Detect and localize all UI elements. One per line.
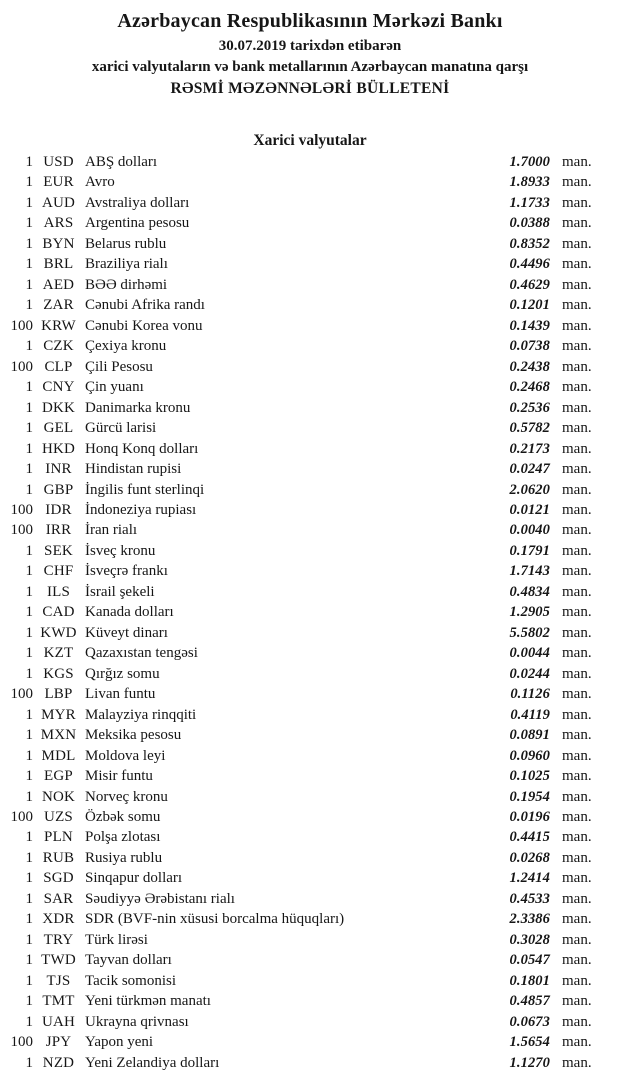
unit-label: man. [562, 420, 592, 437]
unit-label: man. [562, 706, 592, 723]
currency-name: SDR (BVF-nin xüsusi borcalma hüquqları) [85, 911, 345, 928]
table-row [0, 602, 620, 622]
currency-code: KWD [40, 624, 77, 641]
table-row [0, 295, 620, 315]
quantity: 1 [25, 583, 33, 600]
unit-label: man. [562, 154, 592, 170]
currency-name: Danimarka kronu [85, 399, 191, 416]
unit-label: man. [562, 338, 592, 355]
unit-label: man. [562, 604, 592, 621]
currency-code: IDR [45, 501, 72, 518]
quantity: 1 [25, 624, 33, 641]
currency-code: PLN [44, 829, 73, 846]
table-row [0, 418, 620, 438]
currency-code: AUD [41, 194, 76, 211]
currency-name: Livan funtu [85, 686, 156, 703]
currency-code: ZAR [43, 297, 74, 314]
table-row [0, 254, 620, 274]
rate-value: 0.0268 [509, 849, 550, 866]
table-row [0, 643, 620, 663]
rate-value: 0.4629 [509, 276, 550, 293]
currency-name: İsrail şekeli [85, 583, 155, 600]
unit-label: man. [562, 788, 592, 805]
currency-code: KZT [43, 645, 74, 662]
currency-code: ILS [46, 583, 71, 600]
rate-value: 2.3386 [509, 911, 550, 928]
rate-value: 0.2536 [509, 399, 550, 416]
currency-code: USD [43, 154, 74, 170]
rate-value: 0.4415 [509, 829, 550, 846]
table-row [0, 439, 620, 459]
table-row [0, 848, 620, 868]
currency-code: CZK [43, 338, 74, 355]
table-row [0, 541, 620, 561]
rate-value: 1.5654 [509, 1034, 550, 1051]
rate-value: 0.1801 [509, 972, 550, 989]
table-row [0, 336, 620, 356]
currency-code: LBP [44, 686, 73, 703]
unit-label: man. [562, 317, 592, 334]
rate-value: 0.0388 [509, 215, 550, 232]
rate-value: 0.1791 [509, 542, 550, 559]
unit-label: man. [562, 665, 592, 682]
currency-name: Norveç kronu [85, 788, 168, 805]
quantity: 1 [25, 788, 33, 805]
table-row [0, 950, 620, 970]
currency-code: XDR [42, 911, 75, 928]
currency-name: İsveç kronu [85, 542, 156, 559]
quantity: 1 [25, 747, 33, 764]
table-row [0, 480, 620, 500]
currency-name: Tayvan dolları [85, 952, 172, 969]
currency-name: Çin yuanı [85, 379, 144, 396]
unit-label: man. [562, 522, 592, 539]
currency-code: MYR [41, 706, 76, 723]
quantity: 1 [25, 665, 33, 682]
unit-label: man. [562, 931, 592, 948]
currency-name: Qazaxıstan tengəsi [85, 645, 198, 662]
currency-code: KGS [43, 665, 74, 682]
unit-label: man. [562, 358, 592, 375]
currency-code: JPY [45, 1034, 72, 1051]
currency-code: NOK [41, 788, 76, 805]
quantity: 1 [25, 952, 33, 969]
unit-label: man. [562, 911, 592, 928]
currency-code: TRY [43, 931, 74, 948]
unit-label: man. [562, 849, 592, 866]
table-row [0, 152, 620, 172]
rate-value: 0.0891 [509, 727, 550, 744]
unit-label: man. [562, 583, 592, 600]
currency-name: BƏƏ dirhəmi [85, 276, 168, 293]
table-row [0, 705, 620, 725]
rate-value: 0.4119 [510, 706, 550, 723]
unit-label: man. [562, 440, 592, 457]
rate-value: 1.2905 [509, 604, 550, 621]
table-row [0, 561, 620, 581]
table-row [0, 213, 620, 233]
quantity: 1 [25, 215, 33, 232]
currency-code: TWD [41, 952, 76, 969]
currency-code: UAH [41, 1013, 76, 1030]
table-row [0, 275, 620, 295]
table-row [0, 746, 620, 766]
rate-value: 0.2438 [509, 358, 550, 375]
unit-label: man. [562, 563, 592, 580]
currency-name: Meksika pesosu [85, 727, 182, 744]
currency-name: Çili Pesosu [85, 358, 153, 375]
table-row [0, 234, 620, 254]
unit-label: man. [562, 1034, 592, 1051]
currency-code: HKD [41, 440, 76, 457]
quantity: 100 [10, 522, 33, 539]
table-row [0, 991, 620, 1011]
currency-name: Rusiya rublu [85, 849, 163, 866]
currency-name: Malayziya rinqqiti [85, 706, 197, 723]
currency-code: KRW [41, 317, 76, 334]
quantity: 100 [10, 686, 33, 703]
unit-label: man. [562, 256, 592, 273]
currency-name: Avstraliya dolları [85, 194, 190, 211]
rate-value: 1.2414 [509, 870, 550, 887]
section-title-foreign-currencies: Xarici valyutalar [253, 132, 367, 149]
quantity: 1 [25, 338, 33, 355]
currency-code: NZD [42, 1054, 75, 1071]
currency-code: CLP [44, 358, 73, 375]
table-row [0, 582, 620, 602]
quantity: 100 [10, 501, 33, 518]
quantity: 1 [25, 768, 33, 785]
unit-label: man. [562, 399, 592, 416]
currency-name: Polşa zlotası [85, 829, 161, 846]
rate-value: 0.4533 [509, 890, 550, 907]
table-row [0, 664, 620, 684]
currency-code: CAD [42, 604, 75, 621]
unit-label: man. [562, 809, 592, 825]
bank-title: Azərbaycan Respublikasının Mərkəzi Bankı [117, 10, 503, 32]
rate-value: 0.0196 [509, 809, 550, 825]
table-row [0, 909, 620, 929]
currency-code: EUR [43, 174, 74, 191]
quantity: 100 [10, 358, 33, 375]
rates-table [0, 152, 620, 1073]
document-header [0, 0, 620, 99]
currency-name: Tacik somonisi [85, 972, 177, 989]
quantity: 1 [25, 890, 33, 907]
rate-value: 1.7000 [509, 154, 550, 170]
currency-name: Yapon yeni [85, 1034, 154, 1051]
currency-name: Sinqapur dolları [85, 870, 183, 887]
rate-value: 0.0960 [509, 747, 550, 764]
unit-label: man. [562, 174, 592, 191]
table-row [0, 1012, 620, 1032]
rate-value: 0.1439 [509, 317, 550, 334]
currency-name: Belarus rublu [85, 235, 167, 252]
currency-code: SAR [43, 890, 74, 907]
currency-name: Səudiyyə Ərəbistanı rialı [85, 890, 235, 907]
table-row [0, 398, 620, 418]
rate-value: 0.0040 [509, 522, 550, 539]
rate-value: 1.1270 [509, 1054, 550, 1071]
table-row [0, 787, 620, 807]
quantity: 1 [25, 461, 33, 478]
rate-value: 0.5782 [509, 420, 550, 437]
rate-value: 0.3028 [509, 931, 550, 948]
rate-value: 0.0121 [509, 501, 550, 518]
rate-value: 0.4834 [509, 583, 550, 600]
unit-label: man. [562, 645, 592, 662]
unit-label: man. [562, 215, 592, 232]
effective-date: 30.07.2019 tarixdən etibarən [218, 38, 402, 54]
currency-code: GBP [43, 481, 74, 498]
currency-code: RUB [42, 849, 75, 866]
currency-name: Argentina pesosu [85, 215, 190, 232]
unit-label: man. [562, 1054, 592, 1071]
currency-code: INR [45, 461, 72, 478]
currency-name: Qırğız somu [85, 665, 160, 682]
quantity: 1 [25, 481, 33, 498]
quantity: 1 [25, 870, 33, 887]
currency-code: SGD [43, 870, 74, 887]
currency-name: Hindistan rupisi [85, 461, 182, 478]
quantity: 1 [25, 174, 33, 191]
currency-code: SEK [44, 542, 73, 559]
currency-code: UZS [44, 809, 73, 825]
quantity: 1 [25, 276, 33, 293]
quantity: 1 [25, 993, 33, 1010]
document-subtitle: xarici valyutaların və bank metallarının Azərbaycan manatına qarşı [91, 59, 529, 75]
rate-value: 1.1733 [509, 194, 550, 211]
table-row [0, 500, 620, 520]
unit-label: man. [562, 952, 592, 969]
unit-label: man. [562, 829, 592, 846]
rate-value: 1.7143 [509, 563, 550, 580]
quantity: 1 [25, 706, 33, 723]
unit-label: man. [562, 870, 592, 887]
quantity: 1 [25, 379, 33, 396]
quantity: 1 [25, 972, 33, 989]
currency-code: TMT [42, 993, 75, 1010]
unit-label: man. [562, 379, 592, 396]
currency-code: TJS [46, 972, 71, 989]
quantity: 100 [10, 1034, 33, 1051]
rate-value: 0.1201 [509, 297, 550, 314]
quantity: 1 [25, 849, 33, 866]
unit-label: man. [562, 461, 592, 478]
quantity: 1 [25, 563, 33, 580]
currency-code: GEL [43, 420, 74, 437]
quantity: 1 [25, 297, 33, 314]
rate-value: 0.0247 [509, 461, 550, 478]
currency-name: Braziliya rialı [85, 256, 168, 273]
table-row [0, 725, 620, 745]
table-row [0, 868, 620, 888]
rate-value: 1.8933 [509, 174, 550, 191]
table-row [0, 889, 620, 909]
rate-value: 0.0044 [509, 645, 550, 662]
unit-label: man. [562, 727, 592, 744]
quantity: 1 [25, 829, 33, 846]
currency-code: CNY [42, 379, 75, 396]
table-row [0, 971, 620, 991]
currency-name: Yeni türkmən manatı [85, 993, 211, 1010]
quantity: 100 [10, 809, 33, 825]
currency-code: MXN [40, 727, 77, 744]
currency-name: Çexiya kronu [85, 338, 167, 355]
table-row [0, 357, 620, 377]
currency-name: İngilis funt sterlinqi [85, 481, 205, 498]
table-row [0, 807, 620, 827]
currency-code: ARS [43, 215, 74, 232]
rate-value: 0.8352 [509, 235, 550, 252]
unit-label: man. [562, 624, 592, 641]
currency-name: Honq Konq dolları [85, 440, 199, 457]
rate-value: 0.2173 [509, 440, 550, 457]
table-row [0, 520, 620, 540]
quantity: 1 [25, 235, 33, 252]
currency-name: ABŞ dolları [85, 154, 158, 170]
table-row [0, 827, 620, 847]
unit-label: man. [562, 276, 592, 293]
unit-label: man. [562, 194, 592, 211]
quantity: 1 [25, 542, 33, 559]
unit-label: man. [562, 747, 592, 764]
currency-code: BRL [43, 256, 74, 273]
table-row [0, 766, 620, 786]
quantity: 1 [25, 399, 33, 416]
unit-label: man. [562, 686, 592, 703]
currency-name: İsveçrə frankı [85, 563, 168, 580]
unit-label: man. [562, 1013, 592, 1030]
unit-label: man. [562, 501, 592, 518]
rate-value: 0.0244 [509, 665, 550, 682]
currency-name: Cənubi Korea vonu [85, 317, 203, 334]
quantity: 1 [25, 256, 33, 273]
currency-code: IRR [45, 522, 72, 539]
currency-name: Misir funtu [85, 768, 153, 785]
currency-code: MDL [41, 747, 76, 764]
rate-value: 0.4857 [509, 993, 550, 1010]
rate-value: 0.2468 [509, 379, 550, 396]
table-row [0, 1053, 620, 1073]
unit-label: man. [562, 542, 592, 559]
currency-code: DKK [41, 399, 76, 416]
table-row [0, 1032, 620, 1052]
quantity: 1 [25, 911, 33, 928]
table-row [0, 377, 620, 397]
rate-value: 0.0673 [509, 1013, 550, 1030]
quantity: 1 [25, 1013, 33, 1030]
unit-label: man. [562, 235, 592, 252]
quantity: 1 [25, 604, 33, 621]
table-row [0, 172, 620, 192]
currency-name: Gürcü larisi [85, 420, 157, 437]
rate-value: 0.1954 [509, 788, 550, 805]
currency-name: Özbək somu [85, 809, 161, 825]
rate-value: 0.1025 [509, 768, 550, 785]
quantity: 1 [25, 727, 33, 744]
rate-value: 5.5802 [509, 624, 550, 641]
currency-code: EGP [44, 768, 73, 785]
currency-code: CHF [43, 563, 74, 580]
rate-value: 0.4496 [509, 256, 550, 273]
table-row [0, 459, 620, 479]
table-row [0, 316, 620, 336]
currency-name: İran rialı [85, 522, 138, 539]
quantity: 1 [25, 440, 33, 457]
currency-name: Yeni Zelandiya dolları [85, 1054, 220, 1071]
currency-name: Türk lirəsi [85, 931, 148, 948]
unit-label: man. [562, 972, 592, 989]
quantity: 1 [25, 154, 33, 170]
rate-value: 0.1126 [510, 686, 550, 703]
table-row [0, 623, 620, 643]
quantity: 100 [10, 317, 33, 334]
unit-label: man. [562, 297, 592, 314]
quantity: 1 [25, 645, 33, 662]
quantity: 1 [25, 931, 33, 948]
rate-value: 0.0738 [509, 338, 550, 355]
unit-label: man. [562, 768, 592, 785]
table-row [0, 193, 620, 213]
quantity: 1 [25, 194, 33, 211]
rate-value: 0.0547 [509, 952, 550, 969]
quantity: 1 [25, 420, 33, 437]
unit-label: man. [562, 890, 592, 907]
currency-name: Moldova leyi [85, 747, 166, 764]
currency-name: Küveyt dinarı [85, 624, 168, 641]
quantity: 1 [25, 1054, 33, 1071]
currency-code: AED [42, 276, 75, 293]
table-row [0, 930, 620, 950]
currency-name: Ukrayna qrivnası [85, 1013, 189, 1030]
bulletin-title: RƏSMİ MƏZƏNNƏLƏRİ BÜLLETENİ [170, 80, 450, 97]
unit-label: man. [562, 481, 592, 498]
table-row [0, 684, 620, 704]
currency-name: Cənubi Afrika randı [85, 297, 205, 314]
currency-code: BYN [42, 235, 75, 252]
rate-value: 2.0620 [509, 481, 550, 498]
currency-name: İndoneziya rupiası [85, 501, 197, 518]
currency-name: Kanada dolları [85, 604, 174, 621]
currency-name: Avro [85, 174, 115, 191]
unit-label: man. [562, 993, 592, 1010]
